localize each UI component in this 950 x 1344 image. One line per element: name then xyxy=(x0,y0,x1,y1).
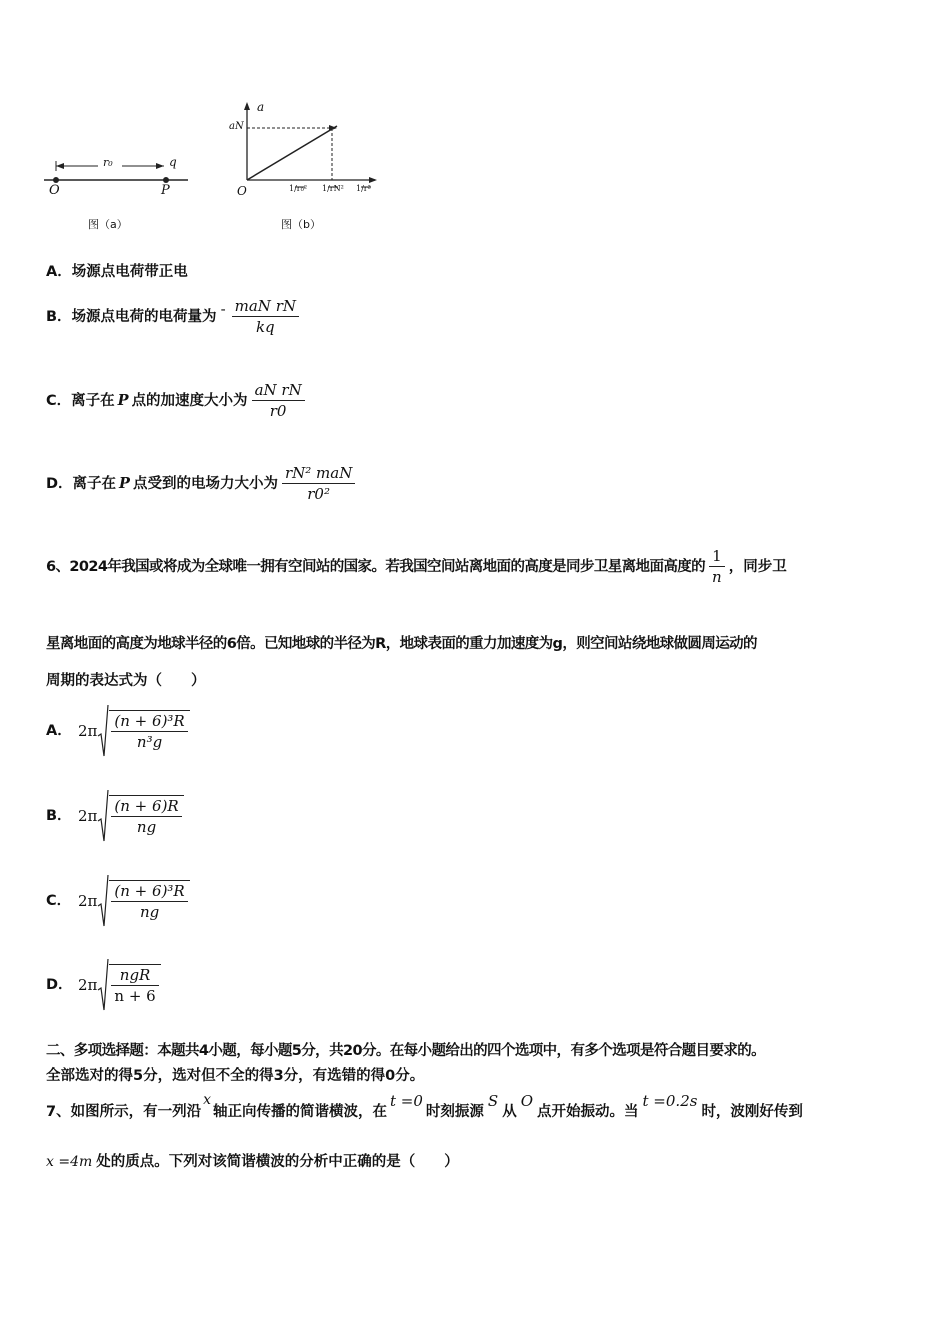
point-label: P xyxy=(117,391,129,409)
fraction-denominator: r0² xyxy=(307,485,330,503)
figure-a xyxy=(40,150,200,240)
q6-option-a xyxy=(46,704,190,758)
fig-a-p-label: P xyxy=(161,183,170,198)
fraction-numerator: maN rN xyxy=(234,297,296,315)
fig-a-q-label: q xyxy=(169,155,177,169)
fig-a-o-label: O xyxy=(49,183,60,198)
radical-sign xyxy=(97,704,109,758)
option-letter: D． xyxy=(46,977,73,993)
figure-b xyxy=(225,98,385,238)
q7-o-var: O xyxy=(520,1092,534,1110)
charge-formula xyxy=(232,296,299,337)
option-text-post: 点受到的电场力大小为 xyxy=(132,475,278,492)
q7-x-var: x xyxy=(203,1092,211,1108)
fraction-denominator: kq xyxy=(255,318,275,336)
period-fraction xyxy=(111,796,181,837)
sqrt-expression xyxy=(97,704,189,758)
period-fraction xyxy=(111,711,187,752)
fig-a-caption: 图（a） xyxy=(88,218,128,231)
q5-option-b xyxy=(46,296,299,337)
q7-text: 点开始振动。当 xyxy=(537,1104,639,1120)
two-pi: 2π xyxy=(78,892,98,910)
q7-stem-line2 xyxy=(46,1152,459,1172)
q7-t02: t =0.2s xyxy=(642,1092,698,1110)
sqrt-expression xyxy=(97,789,183,843)
q7-text: 从 xyxy=(502,1104,517,1120)
two-pi: 2π xyxy=(78,807,98,825)
q6-stem-line2: 星离地面的高度为地球半径的6倍。已知地球的半径为R，地球表面的重力加速度为g，则空间站绕地球做圆周运动的 xyxy=(46,636,757,652)
option-letter: A． xyxy=(46,264,72,280)
q6-stem-line1 xyxy=(46,546,787,587)
fraction-denominator: n + 6 xyxy=(114,987,156,1005)
fig-b-a-label: a xyxy=(257,100,265,114)
fraction-denominator: ng xyxy=(139,903,160,921)
sqrt-expression xyxy=(97,958,160,1012)
q6-option-c xyxy=(46,874,190,928)
fig-b-tick-1: 1/r₀² xyxy=(289,184,308,193)
acceleration-formula xyxy=(252,380,305,421)
fig-b-caption: 图（b） xyxy=(281,218,321,231)
option-letter: D． xyxy=(46,475,73,492)
fig-b-an-label: aN xyxy=(229,121,244,132)
q7-text: 7、如图所示，有一列沿 xyxy=(46,1104,202,1120)
fraction-numerator: aN rN xyxy=(254,381,302,399)
fraction-numerator: rN² maN xyxy=(284,464,353,482)
fraction-numerator: (n + 6)³R xyxy=(114,882,185,900)
fraction-denominator: n³g xyxy=(136,733,163,751)
point-label: P xyxy=(119,474,130,492)
q5-option-c xyxy=(46,380,305,421)
option-letter: C． xyxy=(46,392,72,409)
q7-x4m: x =4m xyxy=(46,1154,93,1170)
fraction-denominator: n xyxy=(712,568,722,586)
sqrt-expression xyxy=(97,874,189,928)
fraction-numerator: (n + 6)³R xyxy=(114,712,185,730)
fig-b-tick-3: 1/r² xyxy=(356,184,371,193)
option-letter: B． xyxy=(46,808,72,824)
fraction-numerator: 1 xyxy=(712,547,722,565)
q6-line1-text: 6、2024年我国或将成为全球唯一拥有空间站的国家。若我国空间站离地面的高度是同步卫星离地面高度的 xyxy=(46,558,706,575)
q7-s-var: S xyxy=(487,1092,499,1110)
q5-option-a xyxy=(46,262,188,282)
q5-option-d xyxy=(46,463,355,504)
option-text-post: 点的加速度大小为 xyxy=(131,392,248,409)
fraction-denominator: ng xyxy=(136,818,157,836)
q6-height-ratio xyxy=(709,546,725,587)
q7-text: 轴正向传播的简谐横波，在 xyxy=(213,1104,387,1120)
option-text-pre: 离子在 xyxy=(72,475,117,492)
q6-option-b xyxy=(46,789,184,843)
q6-stem-line3: 周期的表达式为（ ） xyxy=(46,673,206,689)
q6-line1-end: ，同步卫 xyxy=(728,558,787,575)
two-pi: 2π xyxy=(78,976,98,994)
q7-text: 时刻振源 xyxy=(425,1104,484,1120)
fig-b-tick-2: 1/rN² xyxy=(322,184,344,193)
sign: - xyxy=(220,299,226,318)
radical-sign xyxy=(97,789,109,843)
fraction-numerator: (n + 6)R xyxy=(114,797,179,815)
q7-t0: t =0 xyxy=(390,1092,423,1110)
option-text-pre: 离子在 xyxy=(71,392,115,409)
force-formula xyxy=(282,463,355,504)
period-fraction xyxy=(111,881,187,922)
fraction-denominator: r0 xyxy=(269,402,287,420)
option-letter: C． xyxy=(46,893,72,909)
section-2-heading-line1: 二、多项选择题：本题共4小题，每小题5分，共20分。在每小题给出的四个选项中，有多个选项是符合题目要求的。 xyxy=(46,1043,766,1059)
radical-sign xyxy=(97,874,109,928)
q6-option-d xyxy=(46,958,161,1012)
q7-stem-line1 xyxy=(46,1092,803,1122)
option-text: 场源点电荷带正电 xyxy=(71,264,188,280)
fig-a-r0-label: r₀ xyxy=(103,156,113,169)
radical-sign xyxy=(97,958,109,1012)
q7-text: 处的质点。下列对该简谐横波的分析中正确的是（ ） xyxy=(96,1154,459,1170)
section-2-heading-line2: 全部选对的得5分，选对但不全的得3分，有选错的得0分。 xyxy=(46,1068,425,1084)
option-letter: A． xyxy=(46,723,72,739)
q7-text: 时，波刚好传到 xyxy=(701,1104,803,1120)
period-fraction xyxy=(111,965,158,1006)
fig-b-o-label: O xyxy=(237,184,247,198)
option-text: 场源点电荷的电荷量为 xyxy=(71,308,217,325)
two-pi: 2π xyxy=(78,722,98,740)
option-letter: B． xyxy=(46,308,72,325)
fraction-numerator: ngR xyxy=(119,966,151,984)
